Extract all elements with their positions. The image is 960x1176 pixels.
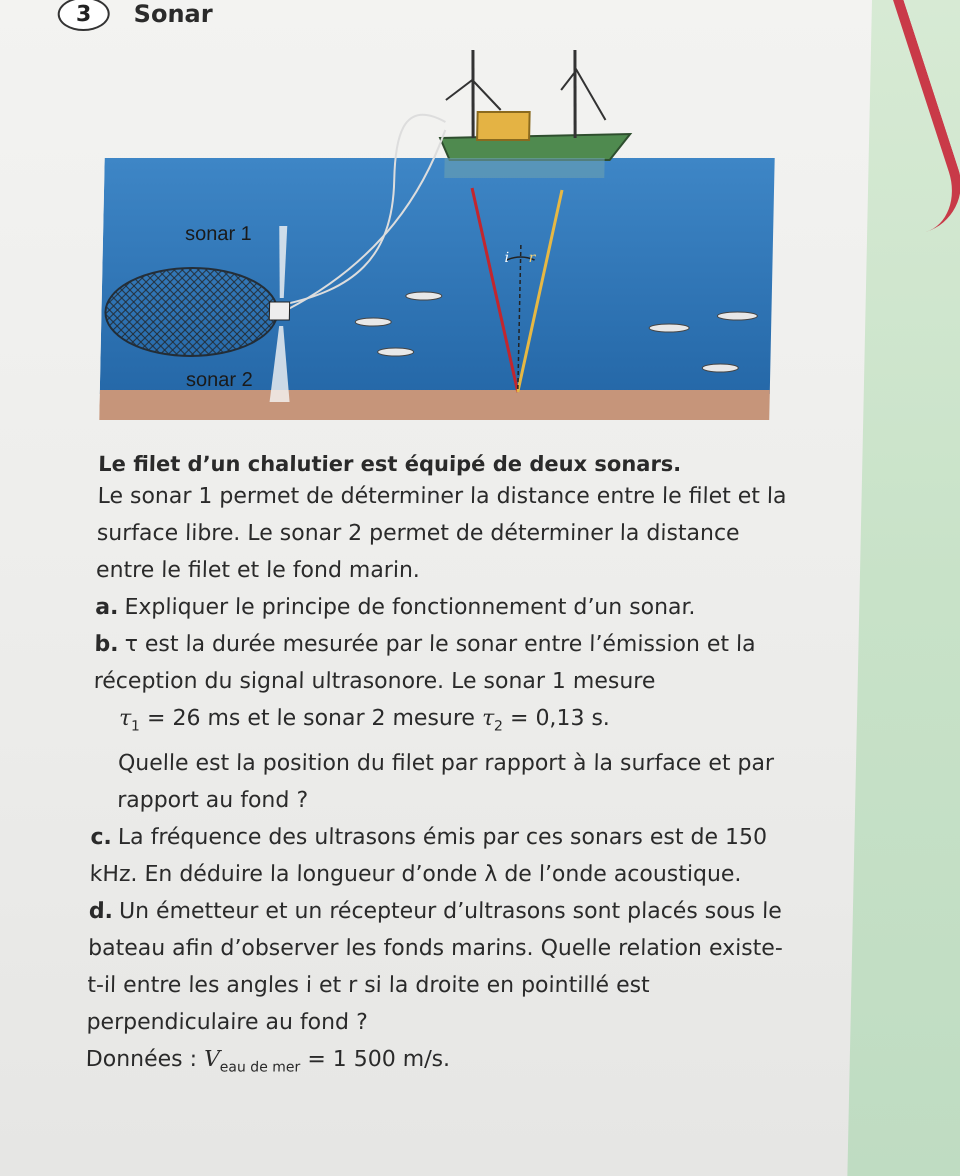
exercise-title: Sonar bbox=[133, 0, 213, 28]
tau2-subscript: 2 bbox=[493, 718, 504, 735]
question-b-text: τ est la durée mesurée par le sonar entre l’émission et la réception du signal ultrasonore. Le sonar 1 mesure bbox=[93, 632, 756, 694]
figure-caption: Le filet d’un chalutier est équipé de deux sonars. bbox=[98, 452, 682, 476]
intro-text: Le sonar 1 permet de déterminer la distance entre le filet et la surface libre. Le sonar 2 permet de déterminer la distance entre le filet et le fond marin. bbox=[95, 484, 787, 583]
sonar2-label: sonar 2 bbox=[185, 369, 253, 391]
data-line bbox=[85, 1041, 786, 1086]
question-c-text: La fréquence des ultrasons émis par ces sonars est de 150 kHz. En déduire la longueur d’onde λ de l’onde acoustique. bbox=[89, 825, 768, 888]
tau1-value: = 26 ms et le sonar 2 mesure bbox=[139, 706, 483, 731]
sonar1-label: sonar 1 bbox=[184, 223, 253, 245]
exercise-number: 3 bbox=[57, 0, 110, 31]
question-b-question: Quelle est la position du filet par rapport à la surface et par rapport au fond ? bbox=[116, 751, 775, 814]
exercise-body bbox=[85, 478, 798, 1087]
trawler-boat bbox=[439, 50, 632, 178]
question-d bbox=[86, 893, 789, 1041]
angle-i-label: i bbox=[504, 250, 510, 266]
sonar-illustration bbox=[99, 30, 788, 440]
angle-r-label: r bbox=[528, 250, 536, 266]
tau2-value: = 0,13 s. bbox=[502, 706, 611, 731]
data-value: = 1 500 m/s. bbox=[300, 1047, 451, 1073]
tau1-subscript: 1 bbox=[130, 718, 141, 735]
question-a bbox=[95, 589, 796, 626]
question-b-label: b. bbox=[94, 632, 119, 657]
tau2-symbol: τ bbox=[481, 706, 495, 731]
data-variable: V bbox=[203, 1047, 221, 1073]
question-c bbox=[89, 819, 791, 893]
question-b bbox=[91, 626, 795, 819]
seabed bbox=[99, 390, 770, 420]
data-subscript: eau de mer bbox=[219, 1059, 301, 1076]
question-c-label: c. bbox=[90, 825, 113, 851]
question-b-values bbox=[92, 700, 793, 745]
exercise-header bbox=[57, 0, 213, 32]
question-d-text: Un émetteur et un récepteur d’ultrasons sont placés sous le bateau afin d’observer les fonds marins. Quelle relation existe-t-il entre les angles i et r si la droite en pointillé est perpendiculaire au fond ? bbox=[86, 899, 784, 1036]
question-a-label: a. bbox=[95, 595, 119, 620]
tau1-symbol: τ bbox=[118, 706, 132, 731]
data-label: Données : bbox=[85, 1047, 205, 1073]
question-a-text: Expliquer le principe de fonctionnement d’un sonar. bbox=[124, 595, 696, 620]
question-d-label: d. bbox=[88, 899, 114, 925]
